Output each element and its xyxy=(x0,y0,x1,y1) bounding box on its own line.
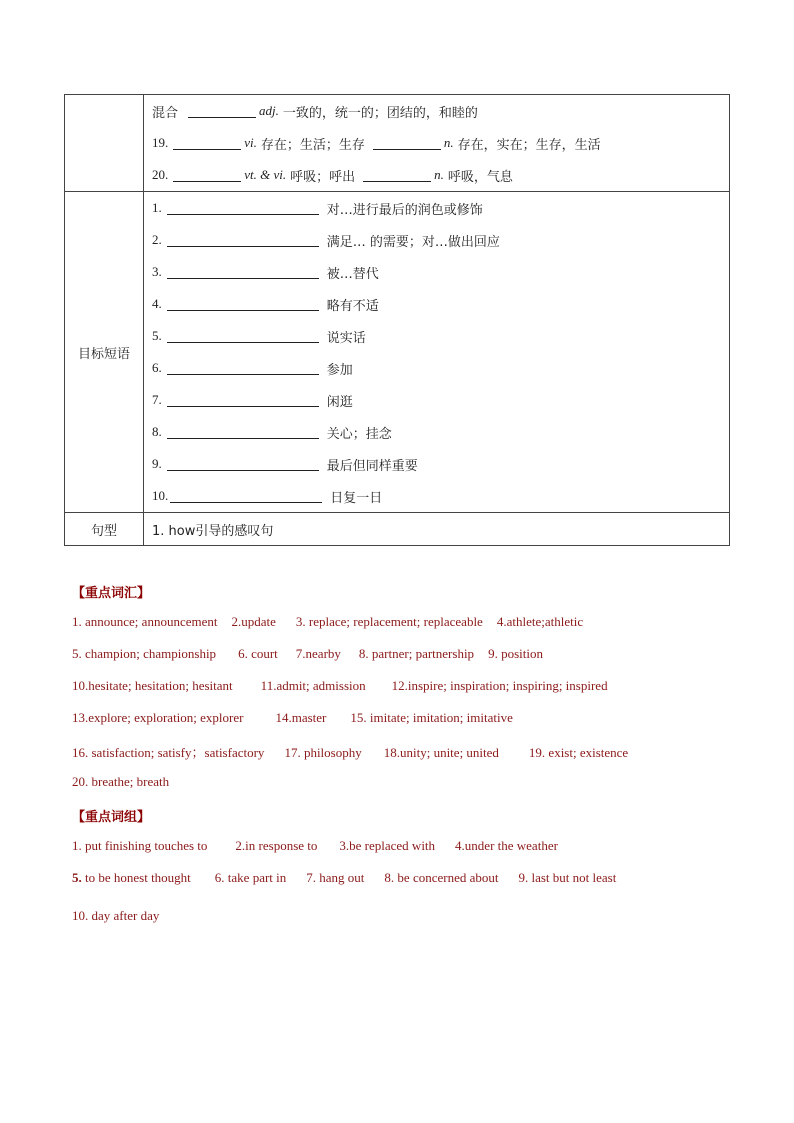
item-number: 3. xyxy=(152,264,162,279)
item-number: 7. xyxy=(152,392,162,407)
answer-item: 15. imitate; imitation; imitative xyxy=(350,710,513,725)
answer-item: 7. hang out xyxy=(306,870,365,885)
answer-blank[interactable] xyxy=(188,105,256,118)
part-of-speech: n. xyxy=(434,167,444,182)
answer-item: 11.admit; admission xyxy=(260,678,366,693)
chinese-meaning: 最后但同样重要 xyxy=(326,458,418,474)
chinese-meaning: 参加 xyxy=(326,362,353,378)
chinese-meaning: 呼吸，气息 xyxy=(447,169,513,185)
answer-text: to be honest thought xyxy=(85,870,191,885)
answer-item: 20. breathe; breath xyxy=(72,774,170,789)
answer-item: 14.master xyxy=(275,710,327,725)
answer-item: 17. philosophy xyxy=(284,745,362,760)
vocab-item xyxy=(152,127,721,159)
vocab-answers-title: 【重点词汇】 xyxy=(72,586,151,601)
item-number: 5. xyxy=(152,328,162,343)
sentence-content-cell xyxy=(144,513,730,546)
answer-blank[interactable] xyxy=(167,202,319,215)
chinese-meaning: 存在；生活；生存 xyxy=(260,137,365,153)
answer-item: 8. partner; partnership xyxy=(358,646,475,661)
phrase-item xyxy=(152,480,721,512)
answer-item xyxy=(72,870,191,886)
answer-item: 13.explore; exploration; explorer xyxy=(72,710,244,725)
answer-blank[interactable] xyxy=(173,169,241,182)
answer-blank[interactable] xyxy=(167,362,319,375)
answer-item: 4.athlete;athletic xyxy=(496,614,584,629)
item-number: 8. xyxy=(152,424,162,439)
phrase-item xyxy=(152,224,721,256)
chinese-meaning: 对…进行最后的润色或修饰 xyxy=(326,202,483,218)
phrase-item xyxy=(152,448,721,480)
chinese-meaning: 被…替代 xyxy=(326,266,379,282)
item-number: 20. xyxy=(152,167,169,182)
answer-number: 5. xyxy=(72,870,82,885)
part-of-speech: n. xyxy=(443,135,454,150)
phrase-content-cell xyxy=(144,192,730,513)
answer-blank[interactable] xyxy=(167,330,319,343)
phrase-label: 目标短语 xyxy=(65,192,144,513)
chinese-meaning: 呼吸；呼出 xyxy=(290,169,356,185)
answer-line xyxy=(72,908,772,924)
item-number: 10. xyxy=(152,488,169,503)
answer-item: 8. be concerned about xyxy=(384,870,499,885)
answer-item: 2.in response to xyxy=(235,838,318,853)
vocab-content-cell xyxy=(144,95,730,192)
chinese-meaning: 关心；挂念 xyxy=(326,426,392,442)
answer-line xyxy=(72,614,772,630)
answer-item: 18.unity; unite; united xyxy=(383,745,499,760)
part-of-speech: vi. xyxy=(244,135,257,150)
answer-item: 3.be replaced with xyxy=(339,838,436,853)
answer-line xyxy=(72,870,772,886)
answer-line xyxy=(72,646,772,662)
item-number: 1. xyxy=(152,200,162,215)
answer-blank[interactable] xyxy=(363,169,431,182)
item-number: 4. xyxy=(152,296,162,311)
phrase-item xyxy=(152,256,721,288)
answer-item: 1. put finishing touches to xyxy=(72,838,208,853)
phrase-row xyxy=(65,192,730,513)
item-number: 2. xyxy=(152,232,162,247)
answer-blank[interactable] xyxy=(167,394,319,407)
phrase-item xyxy=(152,320,721,352)
item-number: 9. xyxy=(152,456,162,471)
item-number: 混合 xyxy=(152,105,179,121)
answer-item: 9. position xyxy=(488,646,543,661)
chinese-meaning: 存在，实在；生存，生活 xyxy=(457,137,601,153)
chinese-meaning: 一致的，统一的；团结的，和睦的 xyxy=(282,105,478,121)
answer-item: 10. day after day xyxy=(72,908,160,923)
vocab-label-cell xyxy=(65,95,144,192)
answer-blank[interactable] xyxy=(167,298,319,311)
answer-blank[interactable] xyxy=(173,137,241,150)
phrase-answers-title-row xyxy=(72,806,772,825)
answer-item: 7.nearby xyxy=(295,646,341,661)
answer-line xyxy=(72,710,772,726)
answer-blank[interactable] xyxy=(167,234,319,247)
vocab-row xyxy=(65,95,730,192)
vocabulary-table xyxy=(64,94,730,546)
answer-blank[interactable] xyxy=(373,137,441,150)
answer-item: 12.inspire; inspiration; inspiring; inspired xyxy=(391,678,608,693)
phrase-item xyxy=(152,192,721,224)
chinese-meaning: 满足… 的需要；对…做出回应 xyxy=(326,234,500,250)
answer-item: 5. champion; championship xyxy=(72,646,217,661)
answer-item: 16. satisfaction; satisfy；satisfactory xyxy=(72,745,265,760)
answer-line xyxy=(72,774,772,790)
chinese-meaning: 日复一日 xyxy=(330,490,383,506)
phrase-item xyxy=(152,288,721,320)
answer-item: 1. announce; announcement xyxy=(72,614,218,629)
chinese-meaning: 略有不适 xyxy=(326,298,379,314)
sentence-item xyxy=(152,513,721,545)
answer-item: 10.hesitate; hesitation; hesitant xyxy=(72,678,233,693)
answer-line xyxy=(72,678,772,694)
chinese-meaning: 闲逛 xyxy=(326,394,353,410)
vocab-answers-title-row xyxy=(72,582,772,601)
answer-item: 9. last but not least xyxy=(518,870,617,885)
phrase-item xyxy=(152,384,721,416)
answer-line xyxy=(72,742,772,761)
answer-blank[interactable] xyxy=(167,458,319,471)
vocab-item xyxy=(152,159,721,191)
answer-blank[interactable] xyxy=(167,266,319,279)
answer-line xyxy=(72,838,772,854)
part-of-speech: adj. xyxy=(259,103,279,118)
item-number: 6. xyxy=(152,360,162,375)
answer-item: 6. take part in xyxy=(214,870,287,885)
part-of-speech: vt. & vi. xyxy=(244,167,287,182)
answer-item: 2.update xyxy=(231,614,276,629)
answer-blank[interactable] xyxy=(167,426,319,439)
answer-item: 4.under the weather xyxy=(455,838,558,853)
answer-item: 3. replace; replacement; replaceable xyxy=(295,614,483,629)
phrase-item xyxy=(152,416,721,448)
vocab-item xyxy=(152,95,721,127)
phrase-answers-title: 【重点词组】 xyxy=(72,810,151,825)
sentence-label: 句型 xyxy=(65,513,144,546)
answer-item: 6. court xyxy=(238,646,278,661)
item-number: 19. xyxy=(152,135,169,150)
sentence-row xyxy=(65,513,730,546)
phrase-item xyxy=(152,352,721,384)
chinese-meaning: 说实话 xyxy=(326,330,366,346)
answer-blank[interactable] xyxy=(170,490,322,503)
sentence-pattern: 1. how引导的感叹句 xyxy=(152,523,274,539)
answer-item: 19. exist; existence xyxy=(528,745,629,760)
